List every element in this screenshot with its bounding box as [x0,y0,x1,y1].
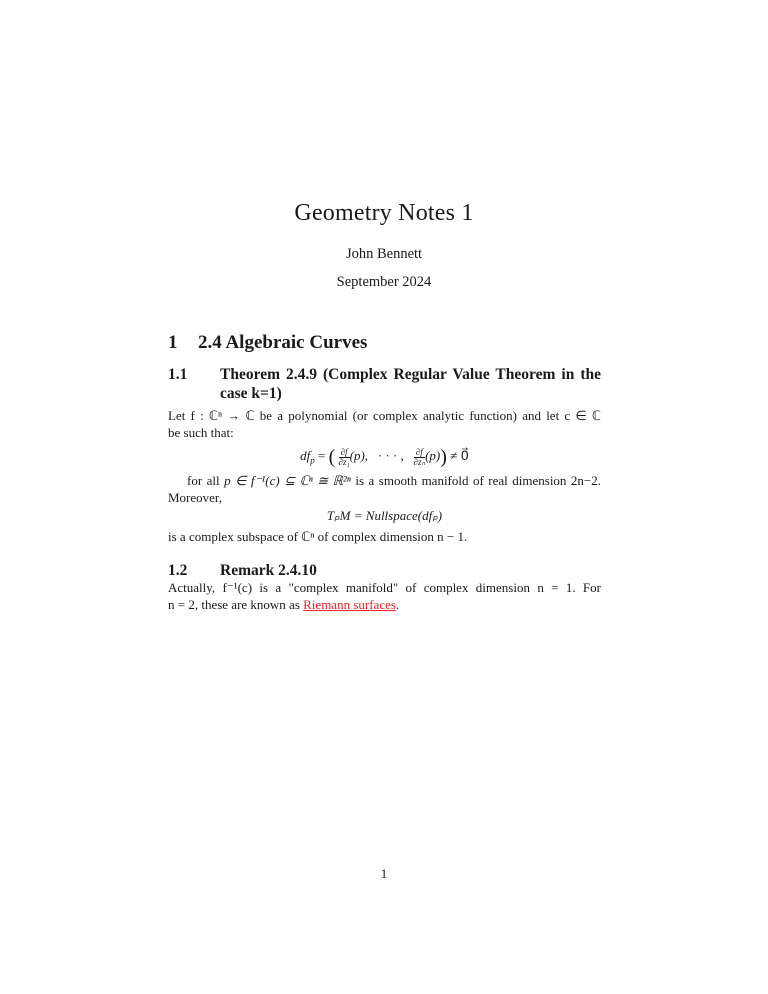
theorem-intro [168,407,601,441]
equation-differential: $df_p$ = ( $\frac{\partial f}{\text{∂z₁}}$ (p), · · · , $\frac{\partial f}{\text{∂zₙ}}$ (p)) ≠ 0⃗ [300,446,469,469]
document-title: Geometry Notes 1 [294,200,474,226]
subsection-number: 1.1 [168,366,188,383]
page-number: 1 [380,866,388,881]
riemann-surfaces-link[interactable]: Riemann surfaces [303,597,396,612]
theorem-body [168,472,601,506]
partial-fraction-n: $\frac{\partial f}{\text{∂zₙ}}$ [413,446,426,467]
theorem-intro-line-1: Let f : ℂⁿ → ℂ be a polynomial (or complex analytic function) and let c ∈ ℂ [168,408,601,423]
partial-fraction-1: $\frac{\partial f}{\text{∂z₁}}$ [338,446,350,467]
document-date: September 2024 [336,274,432,290]
section-heading [168,332,367,354]
remark-line-1: Actually, f⁻¹(c) is a "complex manifold" of complex dimension n = 1. For [168,580,601,595]
remark-text [168,579,601,613]
theorem-conclusion: is a complex subspace of ℂⁿ of complex dimension n − 1. [168,529,468,544]
section-title: 2.4 Algebraic Curves [198,332,368,353]
right-paren: ) [440,446,447,469]
theorem-intro-line-2: be such that: [168,425,234,440]
moreover-text: Moreover, [168,490,222,505]
theorem-statement-line: for all p ∈ f⁻¹(c) ⊆ ℂⁿ ≅ ℝ²ⁿ is a smooth manifold of real dimension 2n−2. [187,473,601,488]
subsection-title: Theorem 2.4.9 (Complex Regular Value Theorem in the case k=1) [220,366,601,402]
section-number: 1 [168,332,178,353]
subsection-title: Remark 2.4.10 [220,562,317,579]
subsection-number: 1.2 [168,562,188,579]
document-author: John Bennett [345,246,423,262]
left-paren: ( [328,446,336,469]
equation-tangent-space: TₚM = Nullspace(dfₚ) [326,508,443,523]
subsection-heading-remark [168,561,601,580]
remark-line-2: n = 2, these are known as Riemann surfaces. [168,597,400,612]
subsection-heading-theorem [168,365,601,403]
